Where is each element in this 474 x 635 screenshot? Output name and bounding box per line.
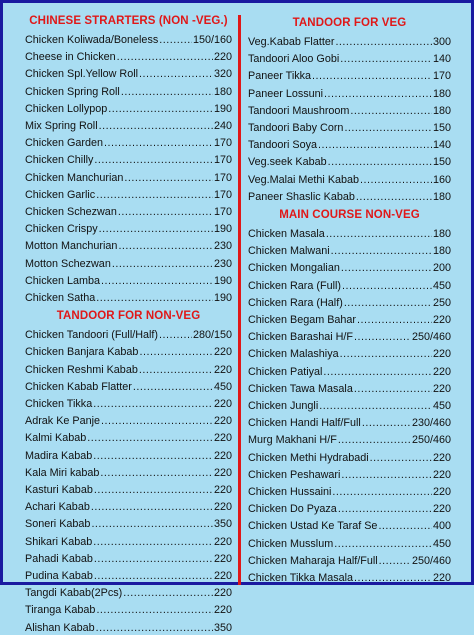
menu-item bbox=[248, 227, 451, 241]
menu-item-price: 170 bbox=[213, 171, 232, 184]
menu-item-name: Chicken Crispy bbox=[25, 223, 98, 236]
menu-item bbox=[25, 67, 232, 81]
menu-item-name: Adrak Ke Panje bbox=[25, 415, 101, 428]
menu-item-name: Chicken Malwani bbox=[248, 245, 330, 258]
column-divider bbox=[238, 15, 241, 585]
menu-item bbox=[25, 102, 232, 116]
menu-item bbox=[25, 222, 232, 236]
menu-item-price: 190 bbox=[213, 223, 232, 236]
menu-item bbox=[248, 121, 451, 135]
menu-item-price: 150 bbox=[432, 156, 451, 169]
menu-item-price: 220 bbox=[213, 484, 232, 496]
dot-leader bbox=[328, 155, 432, 169]
menu-item-price: 180 bbox=[432, 190, 451, 203]
menu-item bbox=[248, 485, 451, 499]
dot-leader bbox=[91, 517, 213, 531]
menu-item-name: Soneri Kabab bbox=[25, 518, 91, 531]
menu-item bbox=[25, 171, 232, 185]
menu-item-price: 220 bbox=[213, 449, 232, 462]
menu-item-price: 180 bbox=[432, 87, 451, 100]
menu-item-name: Chicken Methi Hydrabadi bbox=[248, 451, 369, 464]
dot-leader bbox=[101, 274, 213, 288]
menu-item-price: 450 bbox=[213, 380, 232, 393]
menu-item bbox=[25, 449, 232, 463]
menu-item bbox=[248, 69, 451, 83]
section-heading: TANDOOR FOR NON-VEG bbox=[56, 310, 201, 323]
menu-item-name: Chicken Jungli bbox=[248, 400, 319, 412]
menu-item bbox=[248, 138, 451, 152]
menu-item bbox=[248, 571, 451, 585]
menu-item-name: Veg.Malai Methi Kabab bbox=[248, 173, 360, 186]
dot-leader bbox=[344, 296, 432, 310]
menu-item-price: 280/150 bbox=[192, 329, 232, 342]
menu-item-name: Chicken Maharaja Half/Full bbox=[248, 554, 378, 567]
dot-leader bbox=[96, 188, 213, 202]
dot-leader bbox=[318, 138, 432, 152]
menu-item-name: Achari Kabab bbox=[25, 501, 90, 514]
dot-leader bbox=[93, 449, 213, 463]
dot-leader bbox=[101, 414, 213, 428]
menu-item-name: Alishan Kabab bbox=[25, 621, 95, 634]
menu-item-name: Chicken Ustad Ke Taraf Se bbox=[248, 520, 378, 533]
menu-item-name: Chicken Do Pyaza bbox=[248, 503, 337, 516]
menu-item-name: Mix Spring Roll bbox=[25, 120, 98, 132]
dot-leader bbox=[159, 33, 192, 47]
menu-item-name: Chicken Rara (Full) bbox=[248, 279, 341, 292]
menu-item-name: Kasturi Kabab bbox=[25, 484, 93, 496]
menu-item-price: 220 bbox=[213, 501, 232, 514]
dot-leader bbox=[331, 244, 432, 258]
menu-item bbox=[25, 621, 232, 635]
menu-item-name: Chicken Tikka bbox=[25, 398, 93, 410]
menu-item-price: 220 bbox=[213, 363, 232, 376]
menu-item-price: 150/160 bbox=[192, 34, 232, 46]
dot-leader bbox=[94, 153, 213, 167]
menu-item bbox=[248, 416, 451, 430]
menu-item-price: 450 bbox=[432, 279, 451, 292]
dot-leader bbox=[123, 586, 213, 600]
menu-item bbox=[248, 279, 451, 293]
menu-item-name: Chicken Garlic bbox=[25, 188, 96, 201]
menu-item bbox=[248, 244, 451, 258]
menu-item-price: 220 bbox=[213, 552, 232, 565]
dot-leader bbox=[96, 603, 213, 617]
dot-leader bbox=[139, 345, 213, 359]
menu-item-price: 150 bbox=[432, 122, 451, 134]
dot-leader bbox=[94, 483, 213, 497]
menu-item bbox=[25, 569, 232, 583]
dot-leader bbox=[159, 328, 192, 342]
menu-item-price: 220 bbox=[432, 572, 451, 584]
dot-leader bbox=[93, 397, 213, 411]
menu-item-price: 170 bbox=[213, 206, 232, 218]
dot-leader bbox=[340, 347, 432, 361]
menu-item-price: 170 bbox=[432, 70, 451, 83]
menu-item bbox=[25, 205, 232, 219]
menu-item bbox=[25, 239, 232, 253]
menu-item-price: 350 bbox=[213, 518, 232, 531]
menu-item-price: 220 bbox=[213, 346, 232, 359]
menu-item-price: 180 bbox=[432, 104, 451, 117]
dot-leader bbox=[91, 500, 213, 514]
dot-leader bbox=[378, 519, 432, 533]
menu-item bbox=[248, 261, 451, 275]
dot-leader bbox=[100, 466, 213, 480]
dot-leader bbox=[354, 382, 432, 396]
menu-item bbox=[248, 347, 451, 361]
dot-leader bbox=[338, 502, 432, 516]
menu-item-price: 240 bbox=[213, 120, 232, 132]
menu-item-name: Chicken Masala bbox=[248, 228, 325, 240]
menu-item bbox=[25, 33, 232, 47]
menu-item-price: 220 bbox=[432, 365, 451, 378]
menu-item-name: Chicken Tandoori (Full/Half) bbox=[25, 329, 159, 342]
menu-item-name: Chicken Peshawari bbox=[248, 468, 341, 481]
dot-leader bbox=[332, 485, 432, 499]
dot-leader bbox=[370, 451, 432, 465]
menu-item-price: 230/460 bbox=[411, 417, 451, 430]
menu-item-price: 220 bbox=[432, 348, 451, 361]
menu-item-name: Chicken Lollypop bbox=[25, 102, 108, 115]
dot-leader bbox=[118, 239, 213, 253]
menu-item bbox=[25, 363, 232, 377]
menu-item-price: 220 bbox=[432, 486, 451, 498]
dot-leader bbox=[104, 136, 213, 150]
dot-leader bbox=[108, 102, 213, 116]
menu-item-price: 250/460 bbox=[411, 554, 451, 567]
menu-item-price: 250/460 bbox=[411, 434, 451, 447]
menu-item-name: Tandoori Aloo Gobi bbox=[248, 53, 340, 66]
menu-item bbox=[248, 433, 451, 447]
menu-item-price: 220 bbox=[432, 314, 451, 326]
menu-item-name: Chicken Barashai H/F bbox=[248, 331, 354, 344]
dot-leader bbox=[324, 87, 432, 101]
menu-item bbox=[248, 519, 451, 533]
menu-item bbox=[25, 414, 232, 428]
menu-item bbox=[25, 380, 232, 394]
menu-item-price: 220 bbox=[213, 604, 232, 617]
menu-item-name: Chicken Lamba bbox=[25, 274, 101, 287]
menu-item bbox=[25, 586, 232, 600]
menu-item bbox=[25, 119, 232, 133]
menu-item-name: Cheese in Chicken bbox=[25, 51, 116, 64]
menu-item-name: Murg Makhani H/F bbox=[248, 434, 337, 447]
menu-item-price: 220 bbox=[432, 451, 451, 464]
menu-item bbox=[25, 85, 232, 99]
dot-leader bbox=[87, 431, 213, 445]
menu-item-name: Chicken Begam Bahar bbox=[248, 314, 357, 326]
dot-leader bbox=[360, 173, 432, 187]
menu-item-name: Tandoori Soya bbox=[248, 139, 318, 152]
menu-item-name: Tangdi Kabab(2Pcs) bbox=[25, 587, 123, 600]
menu-item-price: 400 bbox=[432, 520, 451, 533]
menu-item bbox=[248, 365, 451, 379]
menu-item-name: Veg.Kabab Flatter bbox=[248, 36, 335, 48]
menu-item-price: 220 bbox=[432, 382, 451, 395]
section-heading: CHINESE STRARTERS (NON -VEG.) bbox=[29, 15, 228, 27]
menu-item-price: 350 bbox=[213, 621, 232, 634]
menu-item-price: 220 bbox=[213, 466, 232, 479]
menu-item-price: 450 bbox=[432, 400, 451, 412]
menu-item-name: Madira Kabab bbox=[25, 449, 93, 462]
menu-item bbox=[248, 554, 451, 568]
dot-leader bbox=[121, 85, 213, 99]
dot-leader bbox=[323, 365, 432, 379]
menu-item-name: Chicken Satha bbox=[25, 292, 96, 304]
dot-leader bbox=[350, 104, 432, 118]
dot-leader bbox=[99, 119, 213, 133]
menu-item-name: Chicken Hussaini bbox=[248, 486, 332, 498]
menu-item bbox=[248, 468, 451, 482]
menu-item-price: 220 bbox=[213, 51, 232, 64]
menu-item bbox=[25, 500, 232, 514]
menu-item-price: 190 bbox=[213, 102, 232, 115]
dot-leader bbox=[94, 552, 213, 566]
dot-leader bbox=[334, 537, 432, 551]
menu-item-name: Chicken Tikka Masala bbox=[248, 572, 354, 584]
menu-item-price: 180 bbox=[432, 245, 451, 258]
dot-leader bbox=[312, 69, 432, 83]
menu-item bbox=[25, 153, 232, 167]
dot-leader bbox=[93, 535, 213, 549]
dot-leader bbox=[319, 399, 432, 413]
menu-item bbox=[25, 50, 232, 64]
dot-leader bbox=[341, 261, 432, 275]
dot-leader bbox=[340, 52, 432, 66]
menu-item-price: 230 bbox=[213, 240, 232, 253]
menu-item-price: 190 bbox=[213, 292, 232, 304]
menu-item bbox=[25, 188, 232, 202]
menu-item bbox=[248, 382, 451, 396]
menu-item-price: 220 bbox=[432, 468, 451, 481]
dot-leader bbox=[139, 363, 213, 377]
menu-item bbox=[248, 502, 451, 516]
menu-item-name: Chicken Koliwada/Boneless bbox=[25, 34, 159, 46]
dot-leader bbox=[94, 569, 213, 583]
menu-item-price: 170 bbox=[213, 137, 232, 150]
dot-leader bbox=[356, 190, 432, 204]
menu-item-name: Paneer Shaslic Kabab bbox=[248, 190, 355, 203]
dot-leader bbox=[96, 621, 213, 635]
menu-item-price: 180 bbox=[213, 85, 232, 98]
menu-item-name: Tandoori Baby Corn bbox=[248, 122, 344, 134]
menu-item-name: Veg.seek Kabab bbox=[248, 156, 327, 169]
menu-item-name: Chicken Musslum bbox=[248, 537, 334, 550]
dot-leader bbox=[139, 67, 213, 81]
menu-item-name: Chicken Malashiya bbox=[248, 348, 339, 361]
menu-item-name: Chicken Rara (Half) bbox=[248, 296, 343, 309]
menu-item bbox=[248, 87, 451, 101]
menu-item bbox=[248, 35, 451, 49]
menu-item bbox=[25, 397, 232, 411]
menu-item bbox=[248, 451, 451, 465]
menu-item-name: Chicken Kabab Flatter bbox=[25, 380, 132, 393]
menu-item bbox=[248, 52, 451, 66]
dot-leader bbox=[117, 50, 213, 64]
menu-item-price: 220 bbox=[213, 398, 232, 410]
menu-item bbox=[25, 328, 232, 342]
menu-item bbox=[25, 274, 232, 288]
section-heading: TANDOOR FOR VEG bbox=[292, 17, 407, 29]
menu-item bbox=[25, 535, 232, 549]
dot-leader bbox=[124, 171, 213, 185]
menu-item-name: Pahadi Kabab bbox=[25, 552, 93, 565]
dot-leader bbox=[354, 330, 411, 344]
dot-leader bbox=[133, 380, 213, 394]
menu-item bbox=[25, 431, 232, 445]
menu-item-price: 220 bbox=[213, 415, 232, 428]
menu-item-name: Chicken Patiyal bbox=[248, 365, 323, 378]
menu-item bbox=[25, 345, 232, 359]
menu-item-price: 220 bbox=[432, 503, 451, 516]
menu-item-price: 220 bbox=[213, 570, 232, 582]
menu-item-name: Chicken Tawa Masala bbox=[248, 382, 353, 395]
dot-leader bbox=[344, 121, 432, 135]
menu-item bbox=[25, 466, 232, 480]
menu-item-price: 250 bbox=[432, 296, 451, 309]
menu-item-name: Paneer Tikka bbox=[248, 70, 312, 83]
menu-item-price: 190 bbox=[213, 274, 232, 287]
menu-item bbox=[248, 296, 451, 310]
menu-item-price: 450 bbox=[432, 537, 451, 550]
menu-item-name: Chicken Banjara Kabab bbox=[25, 346, 139, 359]
menu-item bbox=[248, 399, 451, 413]
section-heading: MAIN COURSE NON-VEG bbox=[279, 209, 420, 221]
menu-item-name: Chicken Spring Roll bbox=[25, 85, 120, 98]
dot-leader bbox=[379, 554, 411, 568]
dot-leader bbox=[96, 291, 213, 305]
menu-item bbox=[25, 257, 232, 271]
menu-item-name: Chicken Handi Half/Full bbox=[248, 417, 361, 430]
menu-item-price: 320 bbox=[213, 68, 232, 81]
dot-leader bbox=[342, 279, 432, 293]
menu-item bbox=[248, 537, 451, 551]
menu-item-name: Tandoori Maushroom bbox=[248, 104, 350, 117]
menu-item-name: Chicken Garden bbox=[25, 137, 104, 150]
menu-item-name: Motton Manchurian bbox=[25, 240, 118, 253]
dot-leader bbox=[341, 468, 432, 482]
menu-item bbox=[248, 104, 451, 118]
menu-item-price: 220 bbox=[213, 432, 232, 445]
menu-item bbox=[25, 517, 232, 531]
menu-item-name: Chicken Manchurian bbox=[25, 171, 124, 184]
dot-leader bbox=[99, 222, 213, 236]
menu-item-price: 160 bbox=[432, 173, 451, 186]
menu-item-price: 180 bbox=[432, 228, 451, 240]
menu-item-name: Chicken Chilly bbox=[25, 154, 94, 167]
dot-leader bbox=[357, 313, 432, 327]
menu-item bbox=[25, 136, 232, 150]
menu-item-price: 250/460 bbox=[411, 331, 451, 344]
menu-item-name: Chicken Schezwan bbox=[25, 206, 117, 218]
menu-item-price: 140 bbox=[432, 139, 451, 152]
menu-item-price: 220 bbox=[213, 587, 232, 600]
menu-item bbox=[248, 190, 451, 204]
menu-item-name: Tiranga Kabab bbox=[25, 604, 96, 617]
dot-leader bbox=[338, 433, 411, 447]
dot-leader bbox=[112, 257, 213, 271]
menu-item-price: 230 bbox=[213, 257, 232, 270]
menu-item-price: 140 bbox=[432, 53, 451, 66]
menu-item-price: 200 bbox=[432, 262, 451, 275]
dot-leader bbox=[118, 205, 213, 219]
menu-item-name: Kalmi Kabab bbox=[25, 432, 87, 445]
menu-item-name: Motton Schezwan bbox=[25, 257, 111, 270]
dot-leader bbox=[362, 416, 411, 430]
dot-leader bbox=[354, 571, 432, 585]
menu-item-name: Shikari Kabab bbox=[25, 535, 93, 548]
menu-item-name: Kala Miri kabab bbox=[25, 466, 100, 479]
menu-item-price: 170 bbox=[213, 188, 232, 201]
menu-item-name: Pudina Kabab bbox=[25, 570, 93, 582]
dot-leader bbox=[335, 35, 432, 49]
menu-item bbox=[25, 552, 232, 566]
menu-item-name: Chicken Reshmi Kabab bbox=[25, 363, 138, 376]
menu-item bbox=[25, 291, 232, 305]
menu-item bbox=[25, 483, 232, 497]
menu-item-name: Chicken Mongalian bbox=[248, 262, 340, 275]
menu-item-name: Paneer Lossuni bbox=[248, 87, 324, 100]
menu-item bbox=[248, 173, 451, 187]
menu-item bbox=[248, 313, 451, 327]
menu-item-price: 300 bbox=[432, 36, 451, 48]
menu-item-price: 170 bbox=[213, 154, 232, 167]
menu-item bbox=[248, 155, 451, 169]
menu-item-price: 220 bbox=[213, 535, 232, 548]
dot-leader bbox=[326, 227, 432, 241]
menu-item bbox=[25, 603, 232, 617]
menu-item-name: Chicken Spl.Yellow Roll bbox=[25, 68, 139, 81]
menu-item bbox=[248, 330, 451, 344]
